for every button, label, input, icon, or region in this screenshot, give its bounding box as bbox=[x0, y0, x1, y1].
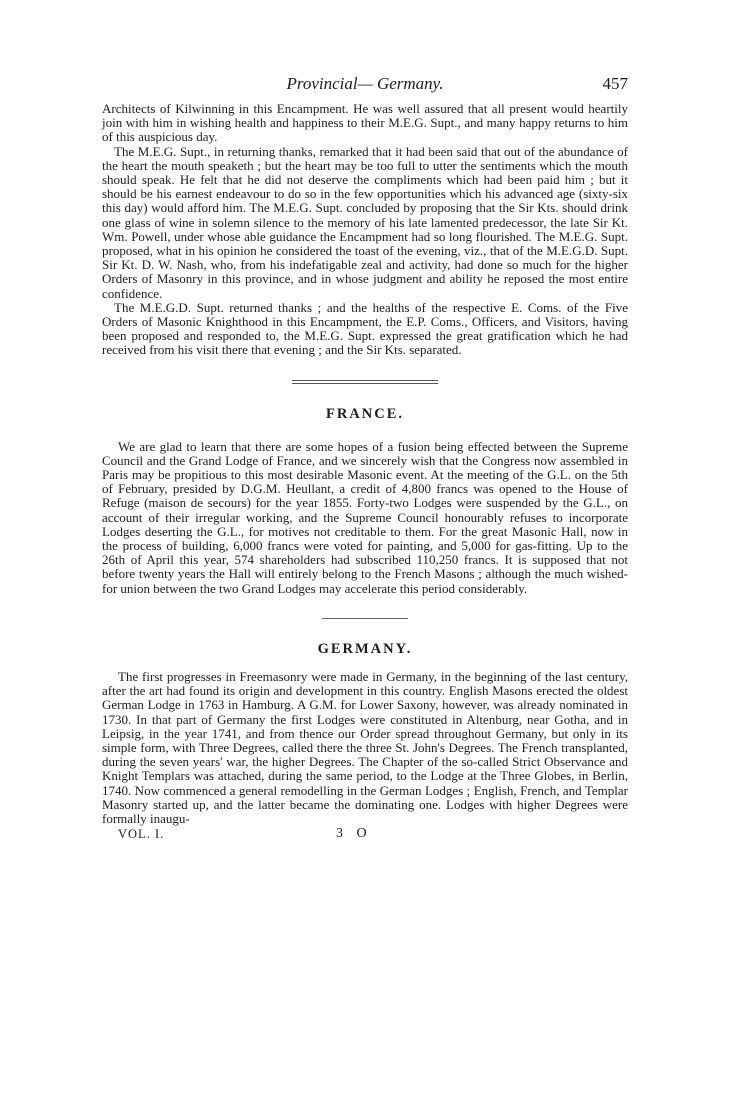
page bbox=[102, 72, 628, 845]
encampment-section bbox=[102, 102, 628, 358]
signature-mark: 3 O bbox=[336, 826, 372, 842]
france-paragraph-1: We are glad to learn that there are some hopes of a fusion being effected between the Supreme Council and the Grand Lodge of France, and we sincerely wish that the Congress now assembled in Paris may be propitious to this most desirable Masonic event. At the meeting of the G.L. on the 5th of February, presided by D.G.M. Heullant, a credit of 4,800 francs was opened to the House of Refuge (maison de secours) for the year 1855. Forty-two Lodges were suspended by the G.L., on account of their irregular working, and the Supreme Council honourably refuses to incorporate Lodges deserting the G.L., for motives not creditable to them. For the great Masonic Hall, now in the process of building, 6,000 francs were voted for painting, and 5,000 for gas-fitting. Up to the 26th of April this year, 574 shareholders had subscribed 110,250 francs. It is supposed that not before twenty years the Hall will entirely belong to the French Masons ; although the much wished-for union between the two Grand Lodges may accelerate this period considerably. bbox=[102, 438, 628, 596]
germany-section bbox=[102, 670, 628, 826]
germany-heading: GERMANY. bbox=[317, 640, 413, 657]
section-divider-rule bbox=[292, 380, 438, 384]
page-number: 457 bbox=[602, 74, 628, 93]
page-footer bbox=[102, 827, 628, 845]
encampment-paragraph-3: The M.E.G.D. Supt. returned thanks ; and the healths of the respective E. Coms. of the Five Orders of Masonic Knighthood in this Encampment, the E.P. Coms., Officers, and Visitors, having been proposed and responded to, the M.E.G. Supt. expressed the great gratification which he had received from his visit there that evening ; and the Sir Kts. separated. bbox=[102, 299, 628, 358]
encampment-paragraph-1: Architects of Kilwinning in this Encampment. He was well assured that all present would heartily join with him in wishing health and happiness to their M.E.G. Supt., and many happy returns to him of this auspicious day. bbox=[102, 101, 628, 145]
section-divider-rule-short bbox=[322, 618, 408, 619]
running-head bbox=[102, 72, 628, 98]
france-heading: FRANCE. bbox=[325, 405, 405, 422]
encampment-paragraph-2: The M.E.G. Supt., in returning thanks, remarked that it had been said that out of the abundance of the heart the mouth speaketh ; but the heart may be too full to utter the sentiments which the mouth should speak. He felt that he did not deserve the compliments which had been paid him ; but it should be his earnest endeavour to do so in the few opportunities which his advanced age (sixty-six this day) would afford him. The M.E.G. Supt. concluded by proposing that the Sir Kts. should drink one glass of wine in solemn silence to the memory of his late lamented predecessor, the late Sir Kt. Wm. Powell, under whose able guidance the Encampment had so long flourished. The M.E.G. Supt. proposed, what in his opinion he considered the toast of the evening, viz., that of the M.E.G.D. Supt. Sir Kt. D. W. Nash, who, from his indefatigable zeal and activity, had done so much for the higher Orders of Masonry in this province, and in whose judgment and ability he reposed the most entire confidence. bbox=[102, 143, 628, 301]
running-title: Provincial— Germany. bbox=[286, 74, 444, 93]
france-section bbox=[102, 440, 628, 596]
germany-paragraph-1: The first progresses in Freemasonry were made in Germany, in the beginning of the last century, after the art had found its origin and development in this country. English Masons erected the oldest German Lodge in 1763 in Hamburg. A G.M. for Lower Saxony, however, was already nominated in 1730. In that part of Germany the first Lodges were constituted in Altenburg, near Gotha, and in Leipsig, in the year 1741, and from thence our Order spread throughout Germany, but only in its simple form, with Three Degrees, called there the three St. John's Degrees. The French transplanted, during the seven years' war, the higher Degrees. The Chapter of the so-called Strict Observance and Knight Templars was attached, during the same period, to the Lodge at the Three Globes, in Berlin, 1740. Now commenced a general remodelling in the German Lodges ; English, French, and Templar Masonry started up, and the latter became the dominating one. Lodges with higher Degrees were formally inaugu- bbox=[102, 668, 628, 826]
volume-label: VOL. I. bbox=[118, 827, 165, 842]
